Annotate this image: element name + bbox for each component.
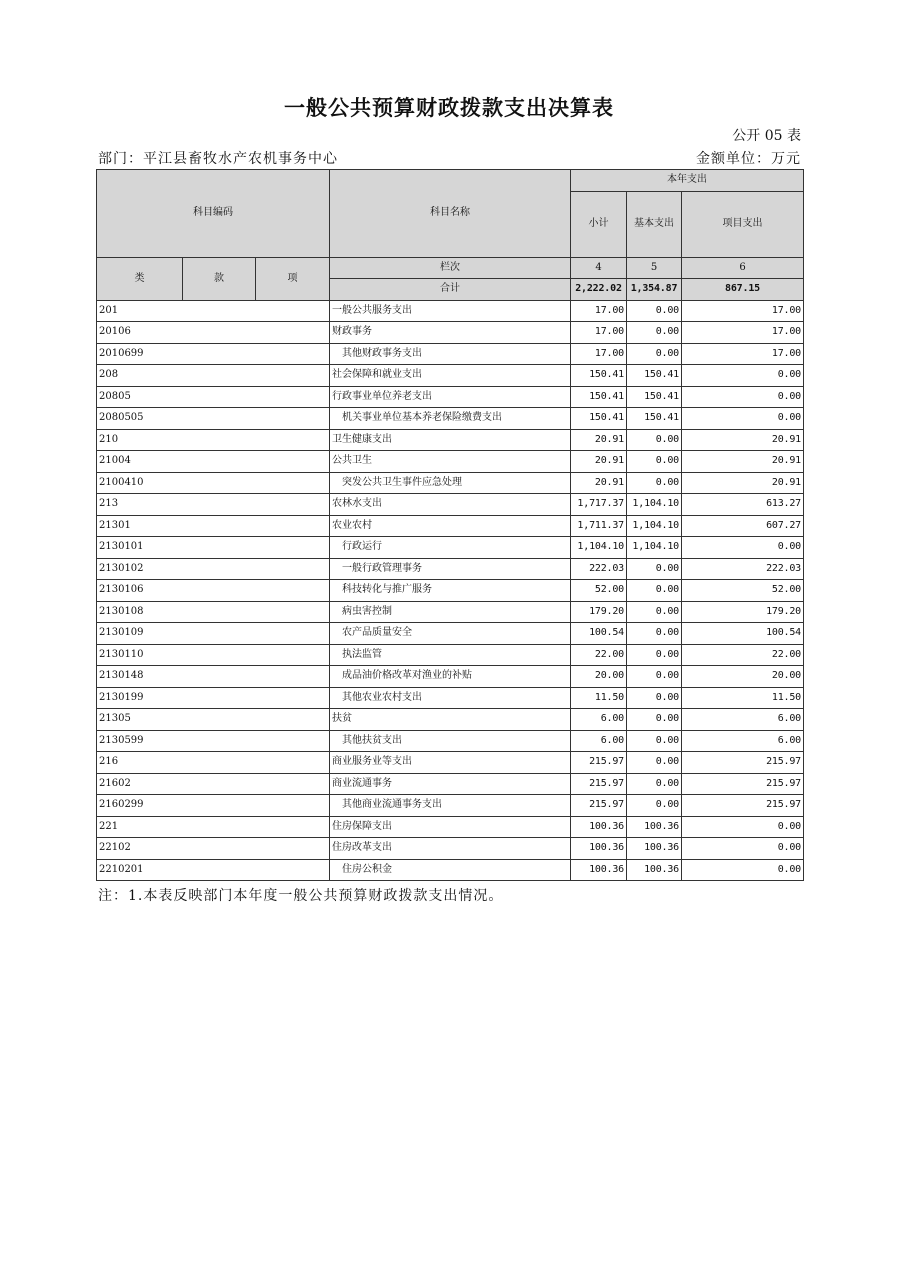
total-basic: 1,354.87 — [627, 279, 682, 301]
basic-cell: 0.00 — [627, 451, 682, 473]
table-row — [97, 580, 804, 602]
subject-code-cell: 2130109 — [97, 623, 330, 645]
table-row — [97, 816, 804, 838]
subject-code-cell: 20805 — [97, 386, 330, 408]
table-row — [97, 795, 804, 817]
subject-code-cell: 213 — [97, 494, 330, 516]
basic-cell: 150.41 — [627, 365, 682, 387]
subtotal-cell: 6.00 — [571, 709, 627, 731]
project-cell: 20.91 — [682, 472, 804, 494]
subject-code-cell: 216 — [97, 752, 330, 774]
subject-name-cell: 商业流通事务 — [330, 773, 571, 795]
project-cell: 22.00 — [682, 644, 804, 666]
basic-cell: 100.36 — [627, 816, 682, 838]
subtotal-cell: 100.36 — [571, 859, 627, 881]
subject-name-cell: 公共卫生 — [330, 451, 571, 473]
basic-cell: 0.00 — [627, 730, 682, 752]
subject-name-cell: 其他财政事务支出 — [330, 343, 571, 365]
table-row — [97, 687, 804, 709]
table-row — [97, 537, 804, 559]
table-row — [97, 730, 804, 752]
column-no-header: 栏次 — [330, 257, 571, 279]
project-cell: 20.91 — [682, 429, 804, 451]
subject-name-cell: 卫生健康支出 — [330, 429, 571, 451]
project-header: 项目支出 — [682, 191, 804, 257]
project-cell: 6.00 — [682, 709, 804, 731]
subject-code-cell: 2130110 — [97, 644, 330, 666]
table-row — [97, 709, 804, 731]
subtotal-cell: 222.03 — [571, 558, 627, 580]
subject-name-cell: 其他农业农村支出 — [330, 687, 571, 709]
basic-cell: 0.00 — [627, 644, 682, 666]
subject-name-cell: 其他商业流通事务支出 — [330, 795, 571, 817]
table-row — [97, 472, 804, 494]
subtotal-cell: 17.00 — [571, 343, 627, 365]
subject-code-cell: 21602 — [97, 773, 330, 795]
project-cell: 215.97 — [682, 752, 804, 774]
page-title: 一般公共预算财政拨款支出决算表 — [284, 96, 614, 120]
table-row — [97, 451, 804, 473]
subtotal-cell: 215.97 — [571, 752, 627, 774]
subject-code-cell: 2010699 — [97, 343, 330, 365]
subtotal-cell: 22.00 — [571, 644, 627, 666]
subtotal-cell: 1,711.37 — [571, 515, 627, 537]
subject-name-cell: 财政事务 — [330, 322, 571, 344]
subject-code-cell: 2130101 — [97, 537, 330, 559]
basic-cell: 0.00 — [627, 773, 682, 795]
table-row — [97, 429, 804, 451]
subject-code-cell: 208 — [97, 365, 330, 387]
basic-cell: 0.00 — [627, 687, 682, 709]
project-cell: 613.27 — [682, 494, 804, 516]
total-project: 867.15 — [682, 279, 804, 301]
footnote: 注：1.本表反映部门本年度一般公共预算财政拨款支出情况。 — [98, 888, 504, 904]
subtotal-cell: 52.00 — [571, 580, 627, 602]
project-cell: 222.03 — [682, 558, 804, 580]
subtotal-cell: 100.36 — [571, 816, 627, 838]
form-number: 公开 05 表 — [732, 128, 801, 144]
subject-name-cell: 农林水支出 — [330, 494, 571, 516]
basic-cell: 0.00 — [627, 752, 682, 774]
project-cell: 6.00 — [682, 730, 804, 752]
subject-code-cell: 20106 — [97, 322, 330, 344]
subject-name-cell: 住房公积金 — [330, 859, 571, 881]
basic-cell: 0.00 — [627, 472, 682, 494]
subject-code-cell: 22102 — [97, 838, 330, 860]
table-row — [97, 773, 804, 795]
project-cell: 20.91 — [682, 451, 804, 473]
project-cell: 20.00 — [682, 666, 804, 688]
subject-code-cell: 2130599 — [97, 730, 330, 752]
project-cell: 0.00 — [682, 386, 804, 408]
project-cell: 0.00 — [682, 838, 804, 860]
table-row — [97, 515, 804, 537]
subject-name-cell: 其他扶贫支出 — [330, 730, 571, 752]
expenditure-table — [96, 169, 804, 881]
basic-cell: 100.36 — [627, 859, 682, 881]
subtotal-cell: 17.00 — [571, 300, 627, 322]
subject-name-cell: 农业农村 — [330, 515, 571, 537]
basic-cell: 0.00 — [627, 601, 682, 623]
project-cell: 100.54 — [682, 623, 804, 645]
subject-name-cell: 住房保障支出 — [330, 816, 571, 838]
subject-code-cell: 2080505 — [97, 408, 330, 430]
table-row — [97, 601, 804, 623]
basic-cell: 0.00 — [627, 580, 682, 602]
total-label: 合计 — [330, 279, 571, 301]
subject-code-cell: 2130108 — [97, 601, 330, 623]
subject-name-cell: 商业服务业等支出 — [330, 752, 571, 774]
project-cell: 0.00 — [682, 859, 804, 881]
subject-code-cell: 2130148 — [97, 666, 330, 688]
basic-cell: 0.00 — [627, 666, 682, 688]
subject-code-cell: 21305 — [97, 709, 330, 731]
subtotal-cell: 100.54 — [571, 623, 627, 645]
table-row — [97, 408, 804, 430]
unit-label: 金额单位：万元 — [696, 151, 801, 167]
subject-name-header: 科目名称 — [330, 170, 571, 258]
subtotal-cell: 179.20 — [571, 601, 627, 623]
project-cell: 215.97 — [682, 795, 804, 817]
department-label: 部门：平江县畜牧水产农机事务中心 — [98, 151, 338, 167]
total-subtotal: 2,222.02 — [571, 279, 627, 301]
subject-code-cell: 2130102 — [97, 558, 330, 580]
subject-name-cell: 行政事业单位养老支出 — [330, 386, 571, 408]
project-cell: 17.00 — [682, 300, 804, 322]
subject-name-cell: 扶贫 — [330, 709, 571, 731]
subject-code-cell: 2130199 — [97, 687, 330, 709]
subtotal-cell: 100.36 — [571, 838, 627, 860]
subtotal-header: 小计 — [571, 191, 627, 257]
subject-name-cell: 病虫害控制 — [330, 601, 571, 623]
table-row — [97, 365, 804, 387]
subtotal-cell: 215.97 — [571, 773, 627, 795]
basic-cell: 0.00 — [627, 558, 682, 580]
xiang-header: 项 — [256, 257, 330, 300]
basic-cell: 1,104.10 — [627, 515, 682, 537]
basic-cell: 0.00 — [627, 709, 682, 731]
subtotal-cell: 20.91 — [571, 429, 627, 451]
basic-cell: 100.36 — [627, 838, 682, 860]
subtotal-cell: 150.41 — [571, 365, 627, 387]
table-row — [97, 300, 804, 322]
subtotal-cell: 1,717.37 — [571, 494, 627, 516]
subject-code-cell: 210 — [97, 429, 330, 451]
subject-name-cell: 社会保障和就业支出 — [330, 365, 571, 387]
subject-name-cell: 一般公共服务支出 — [330, 300, 571, 322]
project-cell: 52.00 — [682, 580, 804, 602]
subject-code-cell: 2130106 — [97, 580, 330, 602]
subtotal-cell: 20.91 — [571, 451, 627, 473]
project-cell: 0.00 — [682, 408, 804, 430]
basic-cell: 1,104.10 — [627, 537, 682, 559]
kuan-header: 款 — [183, 257, 256, 300]
table-row — [97, 666, 804, 688]
subject-name-cell: 机关事业单位基本养老保险缴费支出 — [330, 408, 571, 430]
col-6-header: 6 — [682, 257, 804, 279]
subtotal-cell: 17.00 — [571, 322, 627, 344]
project-cell: 179.20 — [682, 601, 804, 623]
table-row — [97, 558, 804, 580]
table-row — [97, 859, 804, 881]
project-cell: 0.00 — [682, 816, 804, 838]
subject-code-header: 科目编码 — [97, 170, 330, 258]
subtotal-cell: 20.91 — [571, 472, 627, 494]
basic-cell: 0.00 — [627, 322, 682, 344]
project-cell: 607.27 — [682, 515, 804, 537]
subject-code-cell: 21301 — [97, 515, 330, 537]
subtotal-cell: 150.41 — [571, 408, 627, 430]
subject-name-cell: 住房改革支出 — [330, 838, 571, 860]
col-5-header: 5 — [627, 257, 682, 279]
subject-code-cell: 21004 — [97, 451, 330, 473]
lei-header: 类 — [97, 257, 183, 300]
subject-code-cell: 2100410 — [97, 472, 330, 494]
table-row — [97, 494, 804, 516]
table-row — [97, 322, 804, 344]
subtotal-cell: 11.50 — [571, 687, 627, 709]
header-row-4 — [97, 257, 804, 279]
subject-name-cell: 执法监管 — [330, 644, 571, 666]
basic-cell: 150.41 — [627, 408, 682, 430]
col-4-header: 4 — [571, 257, 627, 279]
table-row — [97, 343, 804, 365]
header-row-1 — [97, 170, 804, 192]
table-row — [97, 752, 804, 774]
basic-cell: 0.00 — [627, 343, 682, 365]
project-cell: 0.00 — [682, 537, 804, 559]
basic-header: 基本支出 — [627, 191, 682, 257]
subtotal-cell: 6.00 — [571, 730, 627, 752]
basic-cell: 150.41 — [627, 386, 682, 408]
subject-code-cell: 2210201 — [97, 859, 330, 881]
subtotal-cell: 20.00 — [571, 666, 627, 688]
subject-name-cell: 科技转化与推广服务 — [330, 580, 571, 602]
subject-name-cell: 一般行政管理事务 — [330, 558, 571, 580]
subject-name-cell: 行政运行 — [330, 537, 571, 559]
table-row — [97, 644, 804, 666]
subtotal-cell: 215.97 — [571, 795, 627, 817]
subject-name-cell: 突发公共卫生事件应急处理 — [330, 472, 571, 494]
table-row — [97, 386, 804, 408]
basic-cell: 0.00 — [627, 795, 682, 817]
project-cell: 17.00 — [682, 343, 804, 365]
project-cell: 0.00 — [682, 365, 804, 387]
basic-cell: 0.00 — [627, 623, 682, 645]
project-cell: 11.50 — [682, 687, 804, 709]
table-row — [97, 838, 804, 860]
project-cell: 17.00 — [682, 322, 804, 344]
subject-code-cell: 201 — [97, 300, 330, 322]
subject-code-cell: 2160299 — [97, 795, 330, 817]
basic-cell: 1,104.10 — [627, 494, 682, 516]
subject-name-cell: 农产品质量安全 — [330, 623, 571, 645]
basic-cell: 0.00 — [627, 429, 682, 451]
subtotal-cell: 1,104.10 — [571, 537, 627, 559]
table-row — [97, 623, 804, 645]
subject-name-cell: 成品油价格改革对渔业的补贴 — [330, 666, 571, 688]
basic-cell: 0.00 — [627, 300, 682, 322]
subtotal-cell: 150.41 — [571, 386, 627, 408]
project-cell: 215.97 — [682, 773, 804, 795]
subject-code-cell: 221 — [97, 816, 330, 838]
current-year-header: 本年支出 — [571, 170, 804, 192]
